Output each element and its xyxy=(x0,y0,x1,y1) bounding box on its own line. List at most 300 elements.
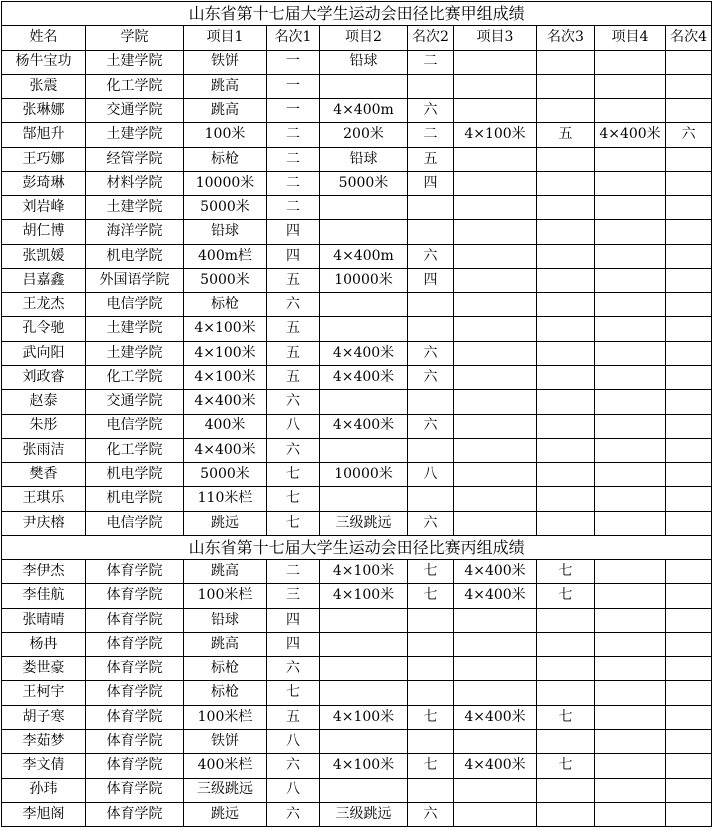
cell-rank1: 四 xyxy=(267,608,320,632)
cell-rank3 xyxy=(537,196,595,220)
cell-name: 王龙杰 xyxy=(2,293,86,317)
cell-rank4 xyxy=(666,438,712,462)
cell-event3 xyxy=(454,171,537,195)
cell-rank4 xyxy=(666,365,712,389)
cell-event2: 4×400m xyxy=(320,244,408,268)
cell-event4 xyxy=(595,560,666,584)
cell-name: 杨冉 xyxy=(2,632,86,656)
cell-event2: 200米 xyxy=(320,123,408,147)
cell-rank2: 六 xyxy=(408,802,454,826)
cell-rank3: 七 xyxy=(537,584,595,608)
cell-rank1: 二 xyxy=(267,123,320,147)
header-cell-rank1: 名次1 xyxy=(267,26,320,50)
cell-rank3 xyxy=(537,147,595,171)
cell-event3 xyxy=(454,99,537,123)
cell-rank3 xyxy=(537,390,595,414)
table-row xyxy=(2,171,712,195)
table-row xyxy=(2,50,712,74)
cell-rank4 xyxy=(666,802,712,826)
cell-college: 机电学院 xyxy=(86,487,184,511)
cell-event3 xyxy=(454,365,537,389)
cell-rank4 xyxy=(666,244,712,268)
cell-rank2: 七 xyxy=(408,584,454,608)
cell-college: 材料学院 xyxy=(86,171,184,195)
cell-name: 张晴晴 xyxy=(2,608,86,632)
cell-event3: 4×100米 xyxy=(454,123,537,147)
cell-rank1: 二 xyxy=(267,171,320,195)
table-row xyxy=(2,778,712,802)
cell-rank1: 六 xyxy=(267,754,320,778)
cell-event1: 5000米 xyxy=(184,268,267,292)
cell-event4 xyxy=(595,632,666,656)
cell-rank1: 六 xyxy=(267,293,320,317)
cell-event1: 100米栏 xyxy=(184,705,267,729)
cell-rank1: 八 xyxy=(267,414,320,438)
cell-rank2: 四 xyxy=(408,268,454,292)
cell-college: 体育学院 xyxy=(86,729,184,753)
cell-event2: 4×100米 xyxy=(320,560,408,584)
cell-name: 杨牛宝功 xyxy=(2,50,86,74)
table-row xyxy=(2,268,712,292)
cell-rank4 xyxy=(666,705,712,729)
table-row xyxy=(2,123,712,147)
header-cell-event2: 项目2 xyxy=(320,26,408,50)
cell-event4 xyxy=(595,414,666,438)
cell-rank3 xyxy=(537,220,595,244)
cell-event2 xyxy=(320,390,408,414)
table-row xyxy=(2,438,712,462)
cell-rank1: 七 xyxy=(267,487,320,511)
header-cell-rank3: 名次3 xyxy=(537,26,595,50)
cell-name: 赵泰 xyxy=(2,390,86,414)
cell-name: 胡仁博 xyxy=(2,220,86,244)
cell-event3 xyxy=(454,220,537,244)
cell-college: 电信学院 xyxy=(86,511,184,535)
cell-rank3: 七 xyxy=(537,560,595,584)
cell-rank3 xyxy=(537,293,595,317)
table-row xyxy=(2,632,712,656)
cell-rank2: 六 xyxy=(408,511,454,535)
cell-event1: 标枪 xyxy=(184,657,267,681)
cell-rank2: 六 xyxy=(408,341,454,365)
cell-rank3 xyxy=(537,657,595,681)
cell-college: 机电学院 xyxy=(86,463,184,487)
table-row xyxy=(2,657,712,681)
table-row xyxy=(2,390,712,414)
cell-rank2 xyxy=(408,608,454,632)
cell-event2 xyxy=(320,293,408,317)
cell-rank2 xyxy=(408,196,454,220)
cell-rank2 xyxy=(408,657,454,681)
table-row xyxy=(2,365,712,389)
cell-event3 xyxy=(454,632,537,656)
cell-event1: 铅球 xyxy=(184,220,267,244)
cell-event1: 5000米 xyxy=(184,463,267,487)
cell-rank1: 二 xyxy=(267,196,320,220)
cell-event2: 5000米 xyxy=(320,171,408,195)
cell-rank4 xyxy=(666,196,712,220)
table-row xyxy=(2,584,712,608)
cell-event1: 跳高 xyxy=(184,632,267,656)
cell-event3 xyxy=(454,74,537,98)
cell-rank4 xyxy=(666,317,712,341)
cell-event3 xyxy=(454,147,537,171)
cell-rank4 xyxy=(666,268,712,292)
cell-event4 xyxy=(595,608,666,632)
cell-college: 体育学院 xyxy=(86,657,184,681)
cell-rank1: 二 xyxy=(267,147,320,171)
cell-rank2: 二 xyxy=(408,50,454,74)
cell-event2: 10000米 xyxy=(320,268,408,292)
cell-event3: 4×400米 xyxy=(454,705,537,729)
cell-college: 外国语学院 xyxy=(86,268,184,292)
cell-rank4 xyxy=(666,608,712,632)
cell-rank3 xyxy=(537,729,595,753)
table-row xyxy=(2,99,712,123)
cell-rank1: 八 xyxy=(267,729,320,753)
cell-event1: 4×400米 xyxy=(184,390,267,414)
cell-event3 xyxy=(454,438,537,462)
cell-college: 海洋学院 xyxy=(86,220,184,244)
cell-event2 xyxy=(320,632,408,656)
cell-name: 孔令驰 xyxy=(2,317,86,341)
cell-rank4 xyxy=(666,99,712,123)
cell-rank3 xyxy=(537,608,595,632)
cell-college: 体育学院 xyxy=(86,584,184,608)
group-c-title-row xyxy=(2,535,712,559)
cell-name: 李伊杰 xyxy=(2,560,86,584)
cell-rank4 xyxy=(666,584,712,608)
header-cell-college: 学院 xyxy=(86,26,184,50)
table-row xyxy=(2,341,712,365)
cell-event4 xyxy=(595,487,666,511)
cell-event2 xyxy=(320,778,408,802)
cell-event1: 100米 xyxy=(184,123,267,147)
cell-event1: 100米栏 xyxy=(184,584,267,608)
cell-event3 xyxy=(454,802,537,826)
cell-event3 xyxy=(454,317,537,341)
cell-college: 经管学院 xyxy=(86,147,184,171)
cell-event4 xyxy=(595,511,666,535)
cell-rank1: 六 xyxy=(267,438,320,462)
table-row xyxy=(2,729,712,753)
cell-college: 化工学院 xyxy=(86,365,184,389)
cell-event3 xyxy=(454,50,537,74)
cell-college: 体育学院 xyxy=(86,778,184,802)
cell-rank1: 四 xyxy=(267,220,320,244)
cell-rank3 xyxy=(537,511,595,535)
cell-event2: 4×100米 xyxy=(320,754,408,778)
cell-event1: 跳高 xyxy=(184,560,267,584)
cell-event4: 4×400米 xyxy=(595,123,666,147)
cell-rank2: 七 xyxy=(408,560,454,584)
cell-event3 xyxy=(454,341,537,365)
cell-event4 xyxy=(595,268,666,292)
cell-event2: 4×100米 xyxy=(320,705,408,729)
cell-event1: 铅球 xyxy=(184,608,267,632)
cell-event2 xyxy=(320,487,408,511)
table-row xyxy=(2,414,712,438)
cell-event1: 4×100米 xyxy=(184,365,267,389)
cell-event4 xyxy=(595,341,666,365)
cell-event1: 铁饼 xyxy=(184,50,267,74)
cell-name: 娄世豪 xyxy=(2,657,86,681)
cell-college: 化工学院 xyxy=(86,74,184,98)
cell-college: 体育学院 xyxy=(86,632,184,656)
header-cell-rank4: 名次4 xyxy=(666,26,712,50)
cell-college: 体育学院 xyxy=(86,802,184,826)
cell-college: 土建学院 xyxy=(86,341,184,365)
table-row xyxy=(2,608,712,632)
cell-event2: 4×400米 xyxy=(320,365,408,389)
cell-name: 李旭阁 xyxy=(2,802,86,826)
cell-event4 xyxy=(595,802,666,826)
cell-event3 xyxy=(454,414,537,438)
cell-event1: 标枪 xyxy=(184,147,267,171)
cell-rank2: 六 xyxy=(408,244,454,268)
cell-rank3 xyxy=(537,244,595,268)
cell-event3: 4×400米 xyxy=(454,754,537,778)
cell-event4 xyxy=(595,74,666,98)
cell-event2 xyxy=(320,438,408,462)
cell-rank3 xyxy=(537,632,595,656)
cell-college: 电信学院 xyxy=(86,293,184,317)
table-row xyxy=(2,196,712,220)
cell-event4 xyxy=(595,196,666,220)
cell-rank3 xyxy=(537,463,595,487)
cell-college: 交通学院 xyxy=(86,99,184,123)
table-row xyxy=(2,487,712,511)
cell-event4 xyxy=(595,293,666,317)
header-cell-rank2: 名次2 xyxy=(408,26,454,50)
cell-college: 土建学院 xyxy=(86,196,184,220)
header-cell-event4: 项目4 xyxy=(595,26,666,50)
cell-name: 樊香 xyxy=(2,463,86,487)
cell-rank3: 七 xyxy=(537,754,595,778)
table-row xyxy=(2,511,712,535)
cell-name: 王巧娜 xyxy=(2,147,86,171)
cell-event3 xyxy=(454,608,537,632)
cell-rank4 xyxy=(666,511,712,535)
cell-rank3 xyxy=(537,778,595,802)
cell-rank3 xyxy=(537,99,595,123)
cell-event1: 400米栏 xyxy=(184,754,267,778)
cell-name: 尹庆榕 xyxy=(2,511,86,535)
cell-rank4 xyxy=(666,729,712,753)
cell-rank2 xyxy=(408,220,454,244)
table-title: 山东省第十七届大学生运动会田径比赛甲组成绩 xyxy=(2,2,712,26)
cell-event1: 跳远 xyxy=(184,511,267,535)
cell-rank2: 六 xyxy=(408,365,454,389)
cell-rank4 xyxy=(666,293,712,317)
cell-name: 郜旭升 xyxy=(2,123,86,147)
cell-event1: 110米栏 xyxy=(184,487,267,511)
cell-event1: 标枪 xyxy=(184,293,267,317)
cell-college: 土建学院 xyxy=(86,317,184,341)
cell-rank3 xyxy=(537,365,595,389)
cell-rank1: 三 xyxy=(267,584,320,608)
table-row xyxy=(2,74,712,98)
cell-name: 刘政睿 xyxy=(2,365,86,389)
cell-name: 刘岩峰 xyxy=(2,196,86,220)
cell-event2: 4×400m xyxy=(320,99,408,123)
cell-event2 xyxy=(320,657,408,681)
cell-rank3: 五 xyxy=(537,123,595,147)
cell-event4 xyxy=(595,147,666,171)
cell-rank3 xyxy=(537,317,595,341)
cell-rank4 xyxy=(666,754,712,778)
cell-rank4 xyxy=(666,171,712,195)
cell-event4 xyxy=(595,584,666,608)
cell-event3 xyxy=(454,657,537,681)
cell-event3: 4×400米 xyxy=(454,584,537,608)
cell-rank3 xyxy=(537,681,595,705)
cell-event3 xyxy=(454,196,537,220)
cell-event1: 铁饼 xyxy=(184,729,267,753)
cell-event1: 标枪 xyxy=(184,681,267,705)
cell-rank2 xyxy=(408,681,454,705)
table-row xyxy=(2,147,712,171)
group-a-title-row xyxy=(2,2,712,26)
cell-event2: 4×400米 xyxy=(320,341,408,365)
cell-rank4 xyxy=(666,463,712,487)
cell-event2: 4×400米 xyxy=(320,414,408,438)
cell-event1: 5000米 xyxy=(184,196,267,220)
cell-rank1: 一 xyxy=(267,99,320,123)
cell-rank2 xyxy=(408,293,454,317)
cell-rank1: 五 xyxy=(267,365,320,389)
cell-rank2 xyxy=(408,74,454,98)
cell-rank3 xyxy=(537,341,595,365)
cell-event4 xyxy=(595,220,666,244)
cell-name: 李文倩 xyxy=(2,754,86,778)
cell-event2 xyxy=(320,608,408,632)
cell-rank4 xyxy=(666,50,712,74)
cell-rank1: 八 xyxy=(267,778,320,802)
cell-college: 体育学院 xyxy=(86,608,184,632)
cell-rank4 xyxy=(666,390,712,414)
cell-event4 xyxy=(595,705,666,729)
cell-rank1: 一 xyxy=(267,50,320,74)
cell-rank4 xyxy=(666,657,712,681)
cell-event3 xyxy=(454,778,537,802)
cell-event2: 铅球 xyxy=(320,50,408,74)
cell-rank3 xyxy=(537,171,595,195)
cell-rank3: 七 xyxy=(537,705,595,729)
cell-event3 xyxy=(454,487,537,511)
table-row xyxy=(2,293,712,317)
cell-name: 李茹梦 xyxy=(2,729,86,753)
cell-event1: 三级跳远 xyxy=(184,778,267,802)
cell-name: 张震 xyxy=(2,74,86,98)
cell-event3 xyxy=(454,729,537,753)
cell-event2 xyxy=(320,729,408,753)
cell-event3 xyxy=(454,390,537,414)
cell-rank3 xyxy=(537,487,595,511)
cell-event2: 三级跳远 xyxy=(320,511,408,535)
cell-rank4 xyxy=(666,560,712,584)
cell-event4 xyxy=(595,244,666,268)
table-header-row xyxy=(2,26,712,50)
cell-college: 体育学院 xyxy=(86,560,184,584)
cell-rank4 xyxy=(666,487,712,511)
header-cell-name: 姓名 xyxy=(2,26,86,50)
cell-event4 xyxy=(595,99,666,123)
cell-rank3 xyxy=(537,50,595,74)
cell-rank3 xyxy=(537,74,595,98)
cell-event3 xyxy=(454,268,537,292)
cell-rank4 xyxy=(666,681,712,705)
cell-college: 化工学院 xyxy=(86,438,184,462)
cell-event4 xyxy=(595,438,666,462)
cell-rank2 xyxy=(408,778,454,802)
cell-event4 xyxy=(595,657,666,681)
cell-college: 体育学院 xyxy=(86,681,184,705)
cell-college: 机电学院 xyxy=(86,244,184,268)
cell-event4 xyxy=(595,365,666,389)
cell-event4 xyxy=(595,463,666,487)
cell-rank1: 四 xyxy=(267,632,320,656)
cell-rank2: 六 xyxy=(408,414,454,438)
cell-event1: 跳高 xyxy=(184,99,267,123)
cell-event2 xyxy=(320,74,408,98)
cell-event1: 10000米 xyxy=(184,171,267,195)
cell-rank3 xyxy=(537,438,595,462)
header-cell-event1: 项目1 xyxy=(184,26,267,50)
cell-rank4 xyxy=(666,147,712,171)
cell-rank2 xyxy=(408,729,454,753)
cell-rank1: 七 xyxy=(267,511,320,535)
cell-rank4 xyxy=(666,414,712,438)
cell-rank1: 六 xyxy=(267,657,320,681)
cell-rank2 xyxy=(408,390,454,414)
cell-rank1: 七 xyxy=(267,681,320,705)
cell-event3 xyxy=(454,293,537,317)
cell-event2 xyxy=(320,220,408,244)
cell-event2: 4×100米 xyxy=(320,584,408,608)
cell-rank2: 二 xyxy=(408,123,454,147)
cell-name: 胡子寒 xyxy=(2,705,86,729)
cell-name: 张琳娜 xyxy=(2,99,86,123)
cell-event1: 400m栏 xyxy=(184,244,267,268)
cell-rank4 xyxy=(666,632,712,656)
cell-rank1: 五 xyxy=(267,341,320,365)
cell-rank1: 七 xyxy=(267,463,320,487)
cell-rank2: 七 xyxy=(408,705,454,729)
cell-event2 xyxy=(320,196,408,220)
cell-event2 xyxy=(320,317,408,341)
cell-name: 张雨洁 xyxy=(2,438,86,462)
table-row xyxy=(2,560,712,584)
cell-rank3 xyxy=(537,802,595,826)
cell-event4 xyxy=(595,317,666,341)
cell-college: 交通学院 xyxy=(86,390,184,414)
cell-name: 彭琦琳 xyxy=(2,171,86,195)
cell-event4 xyxy=(595,729,666,753)
cell-event4 xyxy=(595,390,666,414)
table-row xyxy=(2,681,712,705)
cell-event2: 10000米 xyxy=(320,463,408,487)
cell-rank2: 八 xyxy=(408,463,454,487)
cell-name: 朱彤 xyxy=(2,414,86,438)
header-cell-event3: 项目3 xyxy=(454,26,537,50)
cell-event4 xyxy=(595,171,666,195)
cell-college: 土建学院 xyxy=(86,50,184,74)
cell-college: 体育学院 xyxy=(86,754,184,778)
cell-rank2 xyxy=(408,632,454,656)
cell-rank4: 六 xyxy=(666,123,712,147)
cell-rank1: 二 xyxy=(267,560,320,584)
